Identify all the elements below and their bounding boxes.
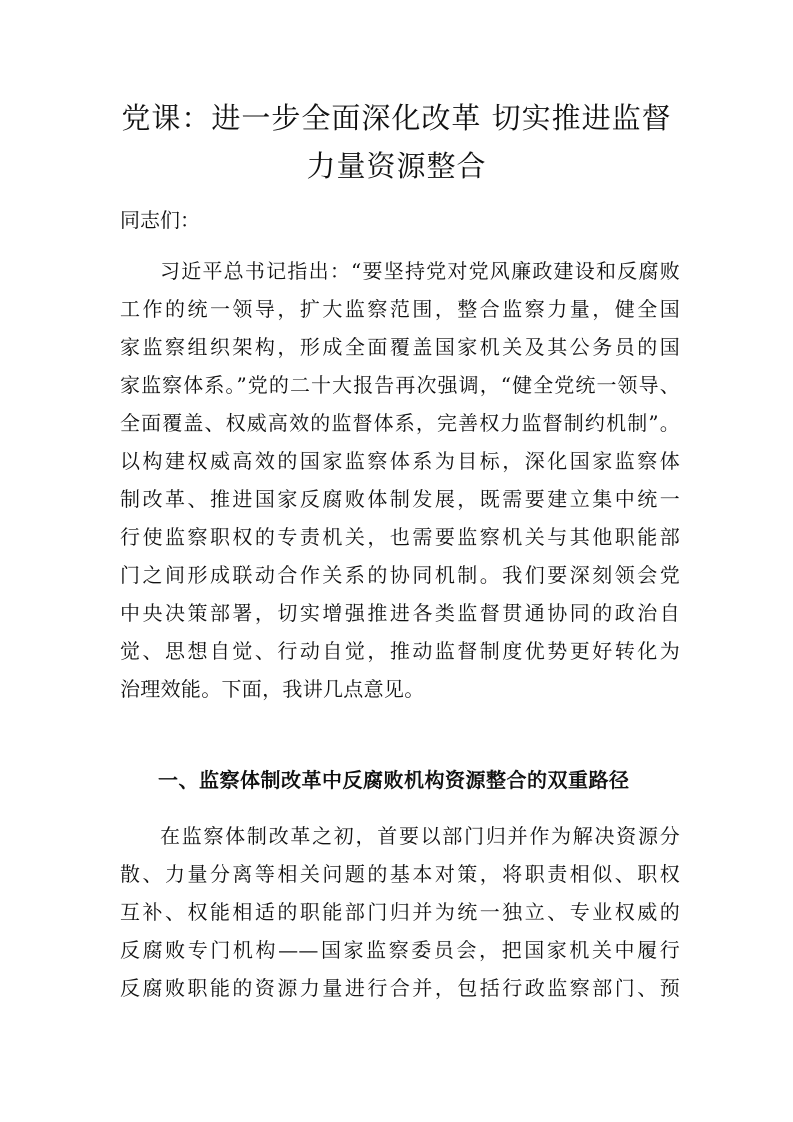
paragraph-line: 行使监察职权的专责机关，也需要监察机关与其他职能部 bbox=[120, 525, 680, 549]
paragraph-line: 中央决策部署，切实增强推进各类监督贯通协同的政治自 bbox=[120, 601, 680, 625]
paragraph-line: 在监察体制改革之初，首要以部门归并作为解决资源分 bbox=[160, 824, 680, 848]
salutation: 同志们： bbox=[120, 208, 200, 232]
paragraph-section-1 bbox=[120, 817, 680, 1007]
paragraph-line: 工作的统一领导，扩大监察范围，整合监察力量，健全国 bbox=[120, 297, 680, 321]
document-title-line-1: 党课：进一步全面深化改革 切实推进监督 bbox=[121, 101, 672, 135]
paragraph-line: 互补、权能相适的职能部门归并为统一独立、专业权威的 bbox=[120, 900, 680, 924]
paragraph-intro bbox=[120, 252, 680, 708]
paragraph-line: 制改革、推进国家反腐败体制发展，既需要建立集中统一 bbox=[120, 487, 680, 511]
paragraph-line: 家监察组织架构，形成全面覆盖国家机关及其公务员的国 bbox=[120, 335, 680, 359]
paragraph-line: 以构建权威高效的国家监察体系为目标，深化国家监察体 bbox=[120, 449, 680, 473]
paragraph-line: 门之间形成联动合作关系的协同机制。我们要深刻领会党 bbox=[120, 563, 680, 587]
paragraph-line: 散、力量分离等相关问题的基本对策，将职责相似、职权 bbox=[120, 862, 680, 886]
paragraph-line: 全面覆盖、权威高效的监督体系，完善权力监督制约机制”。 bbox=[120, 411, 680, 435]
paragraph-line: 家监察体系。”党的二十大报告再次强调，“健全党统一领导、 bbox=[120, 373, 680, 397]
paragraph-line: 觉、思想自觉、行动自觉，推动监督制度优势更好转化为 bbox=[120, 639, 680, 663]
section-heading-1: 一、监察体制改革中反腐败机构资源整合的双重路径 bbox=[158, 768, 630, 792]
paragraph-line: 反腐败职能的资源力量进行合并，包括行政监察部门、预 bbox=[120, 976, 680, 1000]
document-title-line-2: 力量资源整合 bbox=[306, 149, 487, 183]
paragraph-line: 治理效能。下面，我讲几点意见。 bbox=[120, 677, 425, 701]
paragraph-line: 习近平总书记指出：“要坚持党对党风廉政建设和反腐败 bbox=[160, 259, 680, 283]
paragraph-line: 反腐败专门机构——国家监察委员会，把国家机关中履行 bbox=[120, 938, 680, 962]
document-title bbox=[90, 94, 703, 190]
